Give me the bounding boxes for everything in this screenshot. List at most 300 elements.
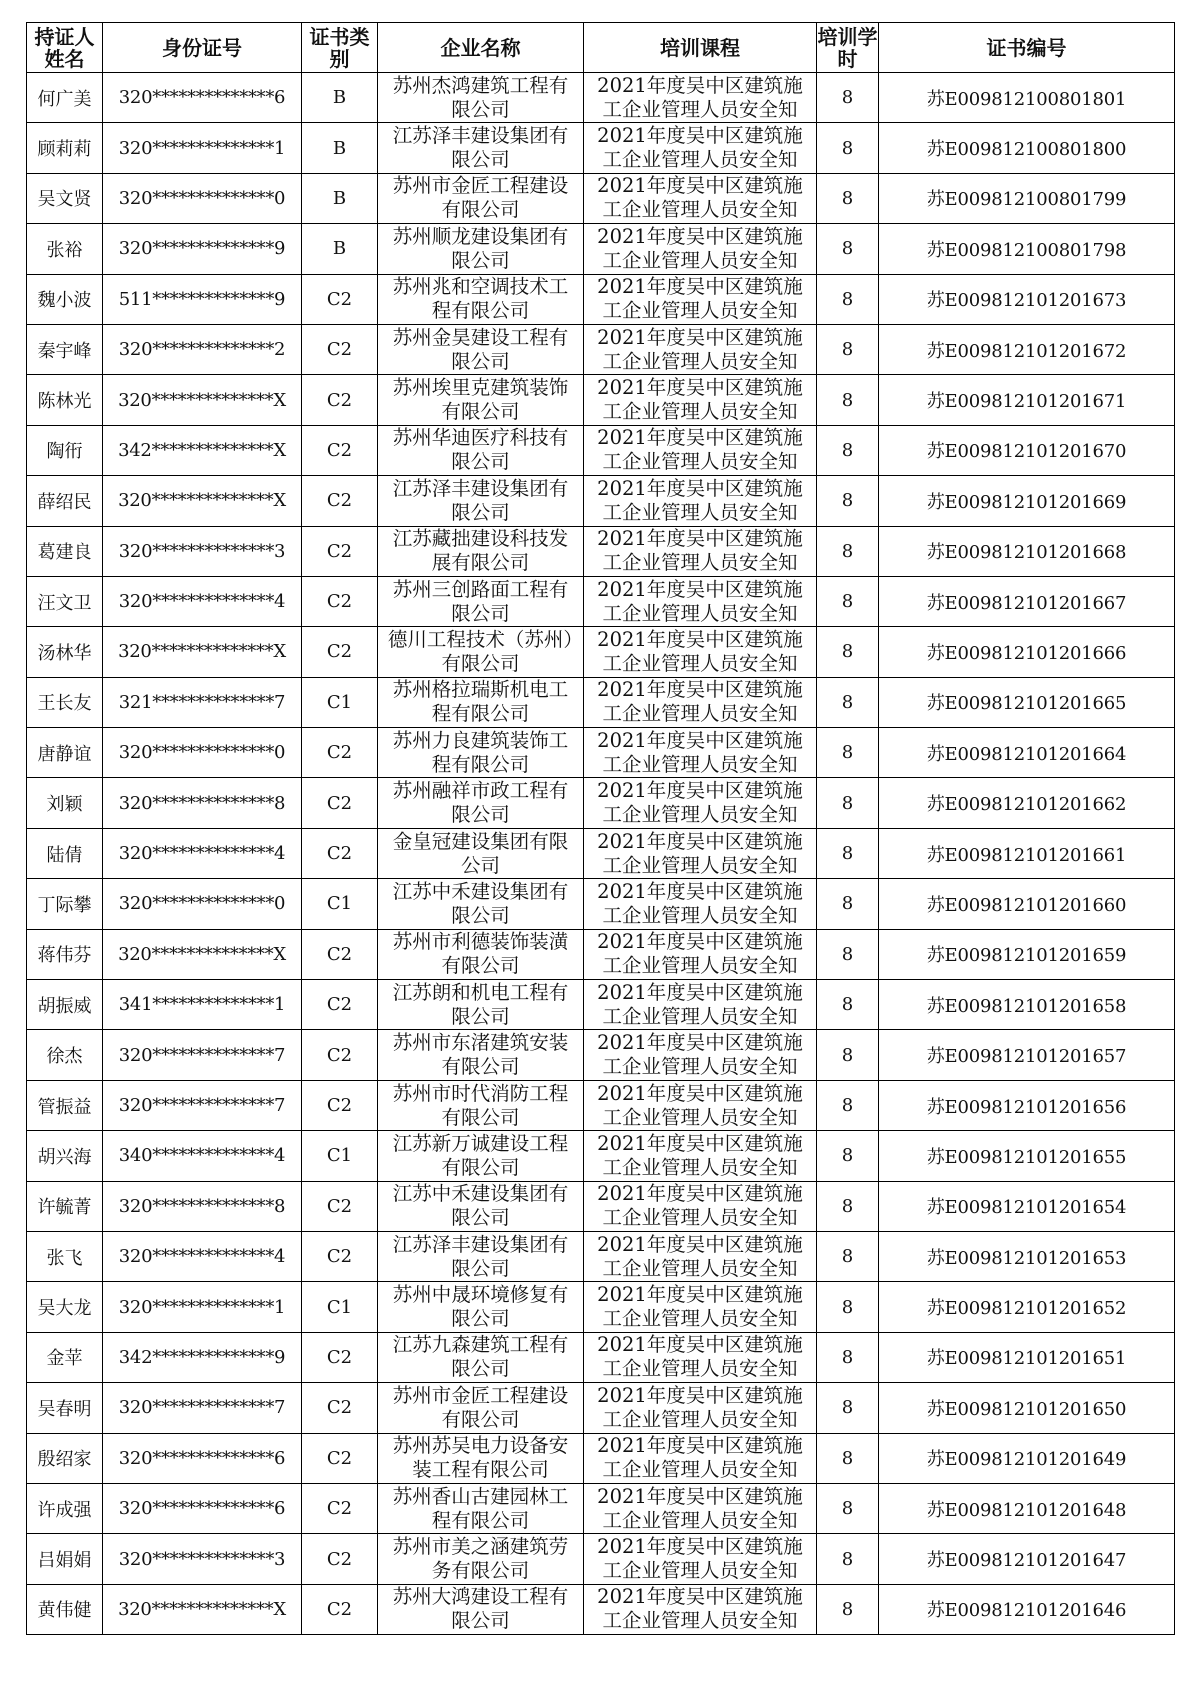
id-number-cell: 342**************X xyxy=(103,425,302,475)
training-hours-cell: 8 xyxy=(817,1332,879,1382)
holder-name-cell: 黄伟健 xyxy=(27,1584,103,1634)
cert-number-cell: 苏E009812101201652 xyxy=(879,1282,1175,1332)
cert-category-cell: C2 xyxy=(302,929,378,979)
cert-number-cell: 苏E009812101201651 xyxy=(879,1332,1175,1382)
company-name-text: 江苏新万诚建设工程有限公司 xyxy=(392,1131,569,1179)
cert-number-cell: 苏E009812101201665 xyxy=(879,677,1175,727)
cert-category-cell: C2 xyxy=(302,980,378,1030)
header-id-number: 身份证号 xyxy=(103,23,302,73)
id-number-cell: 320**************1 xyxy=(103,1282,302,1332)
company-name-cell xyxy=(378,73,584,123)
table-row xyxy=(27,73,1175,123)
training-course-cell xyxy=(584,1080,817,1130)
holder-name-cell: 何广美 xyxy=(27,73,103,123)
company-name-cell xyxy=(378,627,584,677)
training-hours-cell: 8 xyxy=(817,576,879,626)
training-course-text: 2021年度吴中区建筑施工企业管理人员安全知 xyxy=(597,1333,803,1381)
training-hours-cell: 8 xyxy=(817,879,879,929)
training-course-cell xyxy=(584,224,817,274)
company-name-cell xyxy=(378,375,584,425)
cert-number-cell: 苏E009812100801800 xyxy=(879,123,1175,173)
company-name-cell xyxy=(378,677,584,727)
table-row xyxy=(27,375,1175,425)
cert-category-cell: C2 xyxy=(302,1383,378,1433)
training-hours-cell: 8 xyxy=(817,627,879,677)
training-hours-cell: 8 xyxy=(817,778,879,828)
company-name-cell xyxy=(378,1181,584,1231)
table-row xyxy=(27,1282,1175,1332)
training-hours-cell: 8 xyxy=(817,929,879,979)
training-course-text: 2021年度吴中区建筑施工企业管理人员安全知 xyxy=(597,1383,803,1431)
table-row xyxy=(27,324,1175,374)
holder-name-cell: 蒋伟芬 xyxy=(27,929,103,979)
id-number-cell: 320**************0 xyxy=(103,879,302,929)
company-name-text: 苏州市美之涵建筑劳务有限公司 xyxy=(392,1535,569,1583)
id-number-cell: 320**************8 xyxy=(103,778,302,828)
cert-category-cell: C2 xyxy=(302,627,378,677)
id-number-cell: 320**************3 xyxy=(103,1534,302,1584)
id-number-cell: 320**************7 xyxy=(103,1383,302,1433)
holder-name-cell: 陆倩 xyxy=(27,828,103,878)
holder-name-cell: 王长友 xyxy=(27,677,103,727)
cert-number-cell: 苏E009812101201671 xyxy=(879,375,1175,425)
holder-name-cell: 许成强 xyxy=(27,1483,103,1533)
table-row xyxy=(27,1383,1175,1433)
company-name-cell xyxy=(378,1030,584,1080)
cert-category-cell: C2 xyxy=(302,1080,378,1130)
holder-name-cell: 丁际攀 xyxy=(27,879,103,929)
company-name-text: 江苏藏拙建设科技发展有限公司 xyxy=(392,527,569,575)
training-course-cell xyxy=(584,778,817,828)
cert-category-cell: C2 xyxy=(302,728,378,778)
id-number-cell: 320**************1 xyxy=(103,123,302,173)
training-hours-cell: 8 xyxy=(817,526,879,576)
cert-category-cell: C2 xyxy=(302,1483,378,1533)
training-course-cell xyxy=(584,425,817,475)
cert-number-cell: 苏E009812101201650 xyxy=(879,1383,1175,1433)
id-number-cell: 320**************7 xyxy=(103,1030,302,1080)
table-row xyxy=(27,879,1175,929)
training-course-text: 2021年度吴中区建筑施工企业管理人员安全知 xyxy=(597,1535,803,1583)
cert-number-cell: 苏E009812101201656 xyxy=(879,1080,1175,1130)
table-row xyxy=(27,123,1175,173)
table-row xyxy=(27,1131,1175,1181)
training-course-cell xyxy=(584,1534,817,1584)
training-course-text: 2021年度吴中区建筑施工企业管理人员安全知 xyxy=(597,124,803,172)
holder-name-cell: 吴春明 xyxy=(27,1383,103,1433)
training-course-cell xyxy=(584,576,817,626)
training-course-text: 2021年度吴中区建筑施工企业管理人员安全知 xyxy=(597,980,803,1028)
training-hours-cell: 8 xyxy=(817,1030,879,1080)
training-course-cell xyxy=(584,526,817,576)
cert-number-cell: 苏E009812101201660 xyxy=(879,879,1175,929)
holder-name-cell: 葛建良 xyxy=(27,526,103,576)
cert-category-cell: C2 xyxy=(302,1534,378,1584)
training-course-text: 2021年度吴中区建筑施工企业管理人员安全知 xyxy=(597,476,803,524)
id-number-cell: 320**************8 xyxy=(103,1181,302,1231)
company-name-text: 江苏中禾建设集团有限公司 xyxy=(392,879,569,927)
header-training-course: 培训课程 xyxy=(584,23,817,73)
training-course-cell xyxy=(584,728,817,778)
company-name-text: 苏州格拉瑞斯机电工程有限公司 xyxy=(392,678,569,726)
training-course-text: 2021年度吴中区建筑施工企业管理人员安全知 xyxy=(597,779,803,827)
holder-name-cell: 张飞 xyxy=(27,1231,103,1281)
company-name-text: 苏州三创路面工程有限公司 xyxy=(392,577,569,625)
table-row xyxy=(27,627,1175,677)
company-name-text: 苏州市金匠工程建设有限公司 xyxy=(392,1383,569,1431)
training-course-text: 2021年度吴中区建筑施工企业管理人员安全知 xyxy=(597,627,803,675)
table-row xyxy=(27,1584,1175,1634)
training-course-cell xyxy=(584,173,817,223)
training-course-cell xyxy=(584,375,817,425)
table-row xyxy=(27,980,1175,1030)
cert-category-cell: C2 xyxy=(302,375,378,425)
company-name-text: 苏州苏吴电力设备安装工程有限公司 xyxy=(392,1434,569,1482)
company-name-text: 江苏中禾建设集团有限公司 xyxy=(392,1182,569,1230)
company-name-text: 苏州市时代消防工程有限公司 xyxy=(392,1081,569,1129)
cert-number-cell: 苏E009812101201661 xyxy=(879,828,1175,878)
training-course-cell xyxy=(584,1282,817,1332)
header-training-hours: 培训学时 xyxy=(817,24,878,71)
company-name-cell xyxy=(378,274,584,324)
id-number-cell: 320**************2 xyxy=(103,324,302,374)
header-cert-number: 证书编号 xyxy=(879,23,1175,73)
training-hours-cell: 8 xyxy=(817,375,879,425)
table-body xyxy=(27,73,1175,1635)
holder-name-cell: 陶衎 xyxy=(27,425,103,475)
company-name-text: 金皇冠建设集团有限公司 xyxy=(392,829,569,877)
training-course-text: 2021年度吴中区建筑施工企业管理人员安全知 xyxy=(597,678,803,726)
cert-category-cell: C2 xyxy=(302,425,378,475)
cert-category-cell: B xyxy=(302,123,378,173)
cert-category-cell: C2 xyxy=(302,1181,378,1231)
cert-number-cell: 苏E009812101201662 xyxy=(879,778,1175,828)
training-hours-cell: 8 xyxy=(817,828,879,878)
training-course-text: 2021年度吴中区建筑施工企业管理人员安全知 xyxy=(597,527,803,575)
cert-category-cell: C2 xyxy=(302,324,378,374)
table-row xyxy=(27,1080,1175,1130)
company-name-text: 苏州市东渚建筑安装有限公司 xyxy=(392,1031,569,1079)
company-name-cell xyxy=(378,1483,584,1533)
certificate-roster-table xyxy=(26,22,1175,1635)
training-course-cell xyxy=(584,274,817,324)
training-course-cell xyxy=(584,929,817,979)
cert-category-cell: C2 xyxy=(302,274,378,324)
training-course-text: 2021年度吴中区建筑施工企业管理人员安全知 xyxy=(597,1081,803,1129)
training-hours-cell: 8 xyxy=(817,324,879,374)
holder-name-cell: 秦宇峰 xyxy=(27,324,103,374)
training-hours-cell: 8 xyxy=(817,1282,879,1332)
company-name-text: 江苏泽丰建设集团有限公司 xyxy=(392,124,569,172)
cert-number-cell: 苏E009812101201672 xyxy=(879,324,1175,374)
cert-number-cell: 苏E009812101201664 xyxy=(879,728,1175,778)
holder-name-cell: 刘颖 xyxy=(27,778,103,828)
training-course-cell xyxy=(584,677,817,727)
company-name-cell xyxy=(378,728,584,778)
company-name-cell xyxy=(378,425,584,475)
training-hours-cell: 8 xyxy=(817,1231,879,1281)
company-name-text: 江苏九森建筑工程有限公司 xyxy=(392,1333,569,1381)
table-row xyxy=(27,728,1175,778)
cert-category-cell: B xyxy=(302,173,378,223)
header-holder-name: 持证人姓名 xyxy=(27,23,103,73)
training-hours-cell: 8 xyxy=(817,173,879,223)
training-course-text: 2021年度吴中区建筑施工企业管理人员安全知 xyxy=(597,728,803,776)
cert-category-cell: C1 xyxy=(302,1282,378,1332)
company-name-text: 苏州融祥市政工程有限公司 xyxy=(392,779,569,827)
training-course-cell xyxy=(584,1231,817,1281)
cert-category-cell: B xyxy=(302,73,378,123)
training-course-cell xyxy=(584,980,817,1030)
training-course-text: 2021年度吴中区建筑施工企业管理人员安全知 xyxy=(597,879,803,927)
table-row xyxy=(27,828,1175,878)
training-hours-cell: 8 xyxy=(817,476,879,526)
company-name-cell xyxy=(378,476,584,526)
cert-category-cell: C2 xyxy=(302,1584,378,1634)
training-course-cell xyxy=(584,1483,817,1533)
company-name-cell xyxy=(378,778,584,828)
holder-name-cell: 汪文卫 xyxy=(27,576,103,626)
cert-number-cell: 苏E009812101201653 xyxy=(879,1231,1175,1281)
table-row xyxy=(27,576,1175,626)
training-course-cell xyxy=(584,828,817,878)
company-name-text: 苏州香山古建园林工程有限公司 xyxy=(392,1484,569,1532)
id-number-cell: 320**************4 xyxy=(103,1231,302,1281)
table-row xyxy=(27,425,1175,475)
company-name-cell xyxy=(378,224,584,274)
header-company-name: 企业名称 xyxy=(378,23,584,73)
training-hours-cell: 8 xyxy=(817,224,879,274)
holder-name-cell: 金苹 xyxy=(27,1332,103,1382)
id-number-cell: 320**************X xyxy=(103,375,302,425)
training-hours-cell: 8 xyxy=(817,1534,879,1584)
training-course-text: 2021年度吴中区建筑施工企业管理人员安全知 xyxy=(597,174,803,222)
holder-name-cell: 胡振威 xyxy=(27,980,103,1030)
training-hours-cell: 8 xyxy=(817,1181,879,1231)
training-course-cell xyxy=(584,1030,817,1080)
holder-name-cell: 陈林光 xyxy=(27,375,103,425)
cert-category-cell: C2 xyxy=(302,1030,378,1080)
training-course-cell xyxy=(584,1584,817,1634)
company-name-text: 苏州杰鸿建筑工程有限公司 xyxy=(392,73,569,121)
id-number-cell: 320**************9 xyxy=(103,224,302,274)
cert-category-cell: C2 xyxy=(302,778,378,828)
cert-number-cell: 苏E009812101201647 xyxy=(879,1534,1175,1584)
training-course-cell xyxy=(584,1433,817,1483)
cert-category-cell: C2 xyxy=(302,1231,378,1281)
training-course-text: 2021年度吴中区建筑施工企业管理人员安全知 xyxy=(597,1283,803,1331)
company-name-cell xyxy=(378,980,584,1030)
training-course-cell xyxy=(584,627,817,677)
company-name-text: 江苏泽丰建设集团有限公司 xyxy=(392,476,569,524)
company-name-text: 苏州顺龙建设集团有限公司 xyxy=(392,224,569,272)
training-course-cell xyxy=(584,1332,817,1382)
training-hours-cell: 8 xyxy=(817,1383,879,1433)
holder-name-cell: 管振益 xyxy=(27,1080,103,1130)
training-course-text: 2021年度吴中区建筑施工企业管理人员安全知 xyxy=(597,1131,803,1179)
holder-name-cell: 吴大龙 xyxy=(27,1282,103,1332)
table-row xyxy=(27,1483,1175,1533)
holder-name-cell: 徐杰 xyxy=(27,1030,103,1080)
table-row xyxy=(27,476,1175,526)
cert-number-cell: 苏E009812100801801 xyxy=(879,73,1175,123)
cert-category-cell: C2 xyxy=(302,476,378,526)
id-number-cell: 320**************0 xyxy=(103,728,302,778)
id-number-cell: 320**************X xyxy=(103,1584,302,1634)
company-name-cell xyxy=(378,173,584,223)
cert-number-cell: 苏E009812101201655 xyxy=(879,1131,1175,1181)
training-course-text: 2021年度吴中区建筑施工企业管理人员安全知 xyxy=(597,930,803,978)
training-course-text: 2021年度吴中区建筑施工企业管理人员安全知 xyxy=(597,1232,803,1280)
company-name-cell xyxy=(378,1131,584,1181)
cert-number-cell: 苏E009812100801799 xyxy=(879,173,1175,223)
training-hours-cell: 8 xyxy=(817,1483,879,1533)
company-name-text: 江苏泽丰建设集团有限公司 xyxy=(392,1232,569,1280)
holder-name-cell: 魏小波 xyxy=(27,274,103,324)
id-number-cell: 320**************0 xyxy=(103,173,302,223)
holder-name-cell: 汤林华 xyxy=(27,627,103,677)
training-course-text: 2021年度吴中区建筑施工企业管理人员安全知 xyxy=(597,1585,803,1633)
company-name-cell xyxy=(378,526,584,576)
holder-name-cell: 吕娟娟 xyxy=(27,1534,103,1584)
cert-number-cell: 苏E009812101201667 xyxy=(879,576,1175,626)
cert-category-cell: C2 xyxy=(302,828,378,878)
company-name-cell xyxy=(378,1534,584,1584)
id-number-cell: 320**************X xyxy=(103,627,302,677)
table-row xyxy=(27,677,1175,727)
holder-name-cell: 顾莉莉 xyxy=(27,123,103,173)
table-header xyxy=(27,23,1175,73)
holder-name-cell: 胡兴海 xyxy=(27,1131,103,1181)
training-course-cell xyxy=(584,1383,817,1433)
table-row xyxy=(27,1181,1175,1231)
training-course-text: 2021年度吴中区建筑施工企业管理人员安全知 xyxy=(597,73,803,121)
company-name-cell xyxy=(378,879,584,929)
training-hours-cell: 8 xyxy=(817,980,879,1030)
header-cert-category: 证书类别 xyxy=(302,23,378,73)
training-course-text: 2021年度吴中区建筑施工企业管理人员安全知 xyxy=(597,1434,803,1482)
document-page xyxy=(26,22,1174,1635)
id-number-cell: 320**************6 xyxy=(103,1483,302,1533)
company-name-text: 苏州市利德装饰装潢有限公司 xyxy=(392,930,569,978)
training-course-text: 2021年度吴中区建筑施工企业管理人员安全知 xyxy=(597,577,803,625)
company-name-cell xyxy=(378,123,584,173)
company-name-text: 江苏朗和机电工程有限公司 xyxy=(392,980,569,1028)
training-course-text: 2021年度吴中区建筑施工企业管理人员安全知 xyxy=(597,1031,803,1079)
training-course-cell xyxy=(584,123,817,173)
training-hours-cell: 8 xyxy=(817,1584,879,1634)
id-number-cell: 320**************7 xyxy=(103,1080,302,1130)
company-name-cell xyxy=(378,828,584,878)
training-hours-cell: 8 xyxy=(817,123,879,173)
training-course-text: 2021年度吴中区建筑施工企业管理人员安全知 xyxy=(597,1182,803,1230)
cert-number-cell: 苏E009812101201669 xyxy=(879,476,1175,526)
holder-name-cell: 唐静谊 xyxy=(27,728,103,778)
cert-number-cell: 苏E009812101201666 xyxy=(879,627,1175,677)
company-name-cell xyxy=(378,1383,584,1433)
training-course-text: 2021年度吴中区建筑施工企业管理人员安全知 xyxy=(597,275,803,323)
id-number-cell: 320**************6 xyxy=(103,73,302,123)
training-hours-cell: 8 xyxy=(817,73,879,123)
cert-number-cell: 苏E009812101201657 xyxy=(879,1030,1175,1080)
id-number-cell: 340**************4 xyxy=(103,1131,302,1181)
company-name-cell xyxy=(378,1282,584,1332)
company-name-cell xyxy=(378,1080,584,1130)
training-hours-cell: 8 xyxy=(817,677,879,727)
id-number-cell: 321**************7 xyxy=(103,677,302,727)
company-name-cell xyxy=(378,1231,584,1281)
table-row xyxy=(27,1231,1175,1281)
company-name-cell xyxy=(378,576,584,626)
cert-category-cell: C2 xyxy=(302,526,378,576)
cert-number-cell: 苏E009812101201649 xyxy=(879,1433,1175,1483)
id-number-cell: 320**************X xyxy=(103,929,302,979)
training-course-text: 2021年度吴中区建筑施工企业管理人员安全知 xyxy=(597,325,803,373)
table-row xyxy=(27,778,1175,828)
cert-category-cell: B xyxy=(302,224,378,274)
company-name-cell xyxy=(378,1332,584,1382)
training-course-cell xyxy=(584,1131,817,1181)
training-course-cell xyxy=(584,476,817,526)
training-hours-cell: 8 xyxy=(817,1131,879,1181)
company-name-text: 苏州兆和空调技术工程有限公司 xyxy=(392,275,569,323)
company-name-cell xyxy=(378,929,584,979)
holder-name-cell: 张裕 xyxy=(27,224,103,274)
cert-number-cell: 苏E009812101201654 xyxy=(879,1181,1175,1231)
table-row xyxy=(27,274,1175,324)
table-row xyxy=(27,929,1175,979)
table-row xyxy=(27,1433,1175,1483)
id-number-cell: 320**************4 xyxy=(103,576,302,626)
training-course-text: 2021年度吴中区建筑施工企业管理人员安全知 xyxy=(597,1484,803,1532)
training-course-text: 2021年度吴中区建筑施工企业管理人员安全知 xyxy=(597,224,803,272)
company-name-text: 苏州力良建筑装饰工程有限公司 xyxy=(392,728,569,776)
company-name-cell xyxy=(378,324,584,374)
company-name-cell xyxy=(378,1584,584,1634)
training-course-cell xyxy=(584,879,817,929)
company-name-text: 苏州埃里克建筑装饰有限公司 xyxy=(392,376,569,424)
training-course-cell xyxy=(584,73,817,123)
training-hours-cell: 8 xyxy=(817,274,879,324)
table-row xyxy=(27,224,1175,274)
training-course-text: 2021年度吴中区建筑施工企业管理人员安全知 xyxy=(597,829,803,877)
table-row xyxy=(27,1332,1175,1382)
cert-category-cell: C1 xyxy=(302,1131,378,1181)
training-hours-cell: 8 xyxy=(817,728,879,778)
id-number-cell: 511**************9 xyxy=(103,274,302,324)
company-name-text: 苏州中晟环境修复有限公司 xyxy=(392,1283,569,1331)
training-course-cell xyxy=(584,324,817,374)
table-row xyxy=(27,1030,1175,1080)
training-hours-cell: 8 xyxy=(817,425,879,475)
cert-category-cell: C2 xyxy=(302,1332,378,1382)
cert-number-cell: 苏E009812101201670 xyxy=(879,425,1175,475)
id-number-cell: 342**************9 xyxy=(103,1332,302,1382)
header-row xyxy=(27,23,1175,73)
cert-number-cell: 苏E009812101201646 xyxy=(879,1584,1175,1634)
company-name-text: 苏州市金匠工程建设有限公司 xyxy=(392,174,569,222)
table-row xyxy=(27,1534,1175,1584)
company-name-cell xyxy=(378,1433,584,1483)
id-number-cell: 320**************6 xyxy=(103,1433,302,1483)
id-number-cell: 320**************X xyxy=(103,476,302,526)
cert-number-cell: 苏E009812101201668 xyxy=(879,526,1175,576)
cert-category-cell: C2 xyxy=(302,576,378,626)
cert-category-cell: C2 xyxy=(302,1433,378,1483)
id-number-cell: 320**************4 xyxy=(103,828,302,878)
holder-name-cell: 吴文贤 xyxy=(27,173,103,223)
cert-category-cell: C1 xyxy=(302,879,378,929)
